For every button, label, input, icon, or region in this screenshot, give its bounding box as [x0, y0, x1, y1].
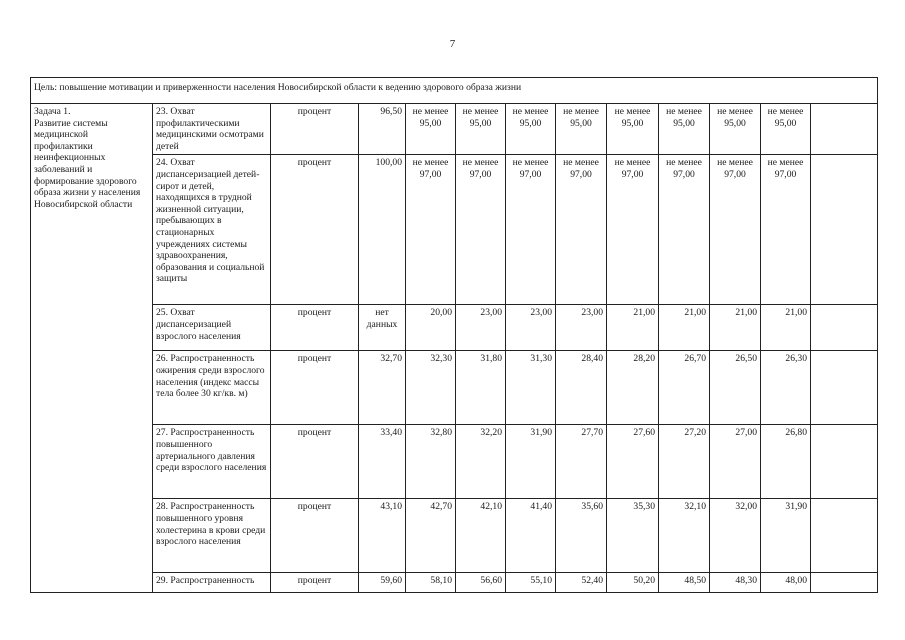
target-value-cell: 23,00 — [456, 305, 506, 351]
empty-cell — [811, 305, 878, 351]
target-value-cell: 26,50 — [710, 351, 761, 425]
target-value-cell: не менее 95,00 — [607, 104, 659, 155]
unit-cell: процент — [271, 305, 359, 351]
target-value-cell: 26,30 — [761, 351, 811, 425]
target-value-cell: 42,70 — [406, 499, 456, 573]
target-value-cell: 31,90 — [761, 499, 811, 573]
indicator-cell: 29. Распространенность — [153, 573, 271, 593]
target-value-cell: не менее 95,00 — [406, 104, 456, 155]
unit-cell: процент — [271, 351, 359, 425]
target-value-cell: 21,00 — [761, 305, 811, 351]
target-value-cell: не менее 97,00 — [506, 155, 556, 305]
page-number: 7 — [449, 38, 456, 50]
base-value-cell: 32,70 — [359, 351, 406, 425]
target-value-cell: 23,00 — [556, 305, 607, 351]
target-value-cell: 31,90 — [506, 425, 556, 499]
target-value-cell: 48,00 — [761, 573, 811, 593]
target-value-cell: 27,70 — [556, 425, 607, 499]
table-row — [31, 425, 878, 499]
target-value-cell: 32,20 — [456, 425, 506, 499]
target-value-cell: 21,00 — [659, 305, 710, 351]
target-value-cell: не менее 97,00 — [556, 155, 607, 305]
base-value-cell: 33,40 — [359, 425, 406, 499]
indicator-cell: 27. Распространенность повышенного артериального давления среди взрослого населения — [153, 425, 271, 499]
target-value-cell: 21,00 — [607, 305, 659, 351]
target-value-cell: не менее 97,00 — [659, 155, 710, 305]
unit-cell: процент — [271, 155, 359, 305]
target-value-cell: 20,00 — [406, 305, 456, 351]
table-row — [31, 104, 878, 155]
indicator-cell: 28. Распространенность повышенного уровня холестерина в крови среди взрослого населения — [153, 499, 271, 573]
target-value-cell: 28,40 — [556, 351, 607, 425]
empty-cell — [811, 104, 878, 155]
target-value-cell: не менее 95,00 — [761, 104, 811, 155]
target-value-cell: 31,80 — [456, 351, 506, 425]
empty-cell — [811, 351, 878, 425]
task-cell: Задача 1. Развитие системы медицинской профилактики неинфекционных заболеваний и формирование здорового образа жизни у населения Новосибирской области — [31, 104, 153, 593]
table-row — [31, 499, 878, 573]
base-value-cell: 43,10 — [359, 499, 406, 573]
base-value-cell: 100,00 — [359, 155, 406, 305]
target-value-cell: 23,00 — [506, 305, 556, 351]
target-value-cell: 35,30 — [607, 499, 659, 573]
target-value-cell: 56,60 — [456, 573, 506, 593]
table-row — [31, 155, 878, 305]
goal-text: Цель: повышение мотивации и приверженности населения Новосибирской области к ведению здорового образа жизни — [31, 78, 878, 104]
target-value-cell: 32,10 — [659, 499, 710, 573]
table-row — [31, 305, 878, 351]
target-value-cell: 52,40 — [556, 573, 607, 593]
target-value-cell: не менее 97,00 — [607, 155, 659, 305]
target-value-cell: не менее 95,00 — [456, 104, 506, 155]
target-value-cell: 35,60 — [556, 499, 607, 573]
empty-cell — [811, 573, 878, 593]
unit-cell: процент — [271, 573, 359, 593]
indicator-cell: 24. Охват диспансеризацией детей-сирот и детей, находящихся в трудной жизненной ситуации, пребывающих в стационарных учреждениях системы здравоохранения, образования и социальной защиты — [153, 155, 271, 305]
target-value-cell: 55,10 — [506, 573, 556, 593]
unit-cell: процент — [271, 104, 359, 155]
base-value-cell: 59,60 — [359, 573, 406, 593]
table-row — [31, 573, 878, 593]
table-row — [31, 351, 878, 425]
target-value-cell: не менее 97,00 — [406, 155, 456, 305]
target-value-cell: 32,00 — [710, 499, 761, 573]
indicator-cell: 25. Охват диспансеризацией взрослого населения — [153, 305, 271, 351]
target-value-cell: не менее 97,00 — [456, 155, 506, 305]
target-value-cell: 58,10 — [406, 573, 456, 593]
target-value-cell: 27,60 — [607, 425, 659, 499]
target-value-cell: 32,80 — [406, 425, 456, 499]
target-value-cell: 26,80 — [761, 425, 811, 499]
target-value-cell: 32,30 — [406, 351, 456, 425]
target-value-cell: 31,30 — [506, 351, 556, 425]
indicator-cell: 23. Охват профилактическими медицинскими осмотрами детей — [153, 104, 271, 155]
empty-cell — [811, 425, 878, 499]
target-value-cell: 27,20 — [659, 425, 710, 499]
target-value-cell: не менее 95,00 — [659, 104, 710, 155]
target-value-cell: не менее 95,00 — [710, 104, 761, 155]
empty-cell — [811, 499, 878, 573]
indicator-cell: 26. Распространенность ожирения среди взрослого населения (индекс массы тела более 30 кг/кв. м) — [153, 351, 271, 425]
target-value-cell: 48,30 — [710, 573, 761, 593]
unit-cell: процент — [271, 425, 359, 499]
target-value-cell: 48,50 — [659, 573, 710, 593]
base-value-cell: нет данных — [359, 305, 406, 351]
target-value-cell: 26,70 — [659, 351, 710, 425]
goal-row — [31, 78, 878, 104]
target-value-cell: не менее 97,00 — [761, 155, 811, 305]
target-value-cell: не менее 95,00 — [506, 104, 556, 155]
target-value-cell: 27,00 — [710, 425, 761, 499]
empty-cell — [811, 155, 878, 305]
target-value-cell: 50,20 — [607, 573, 659, 593]
target-value-cell: не менее 97,00 — [710, 155, 761, 305]
target-value-cell: 41,40 — [506, 499, 556, 573]
indicators-table — [30, 77, 878, 593]
target-value-cell: не менее 95,00 — [556, 104, 607, 155]
target-value-cell: 28,20 — [607, 351, 659, 425]
unit-cell: процент — [271, 499, 359, 573]
base-value-cell: 96,50 — [359, 104, 406, 155]
target-value-cell: 42,10 — [456, 499, 506, 573]
target-value-cell: 21,00 — [710, 305, 761, 351]
